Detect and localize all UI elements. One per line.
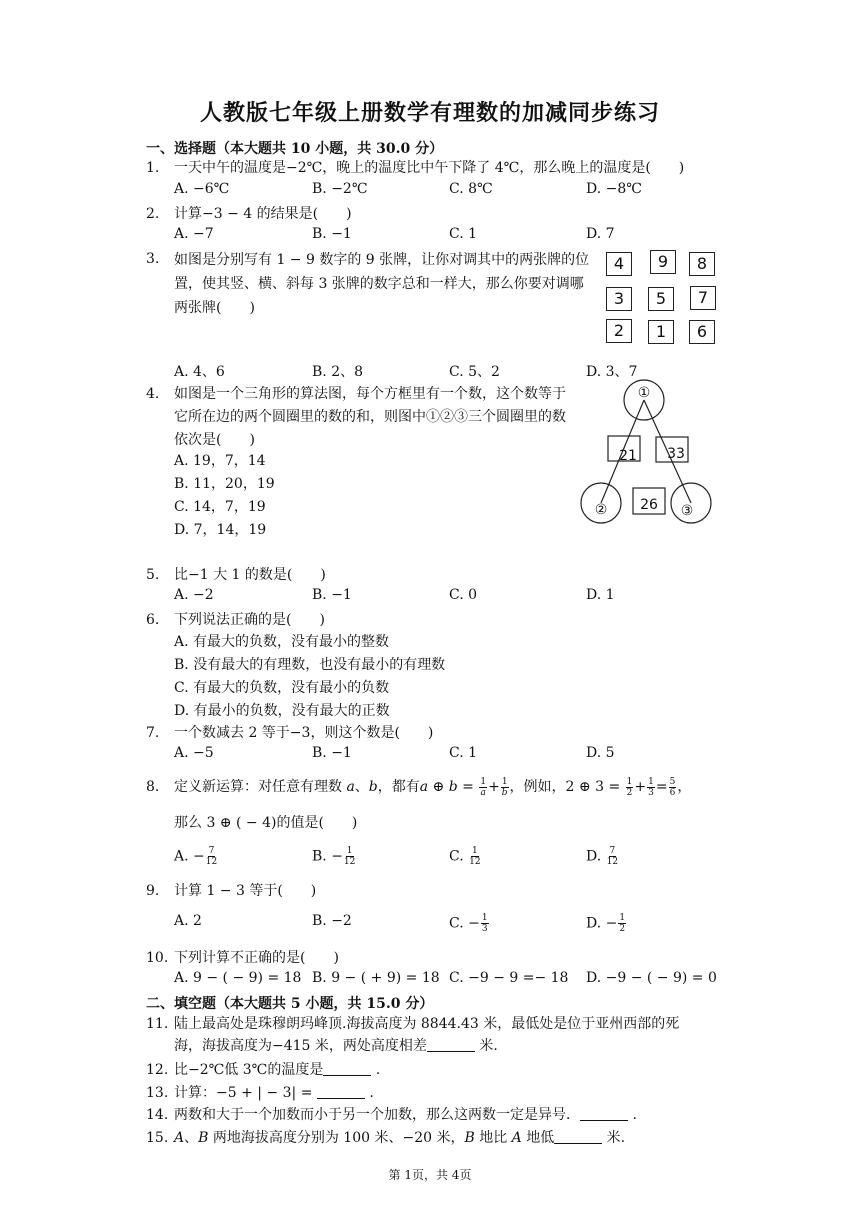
- option-d[interactable]: D. 3、7: [586, 364, 638, 380]
- fraction: $\frac{1}{3}$: [648, 776, 654, 798]
- question-number: 1.: [146, 160, 160, 176]
- options-8: [174, 846, 734, 866]
- question-text: 比−2℃低 3℃的温度是 .: [174, 1062, 381, 1078]
- option-b[interactable]: B. 11，20，19: [174, 476, 275, 492]
- option-d[interactable]: D. 7: [586, 226, 615, 242]
- question-text: 如图是一个三角形的算法图，每个方框里有一个数，这个数等于它所在边的两个圆圈里的数的和，则图中①②③三个圆圈里的数依次是( ): [174, 386, 566, 448]
- card: 3: [606, 287, 632, 311]
- option-c[interactable]: C. 5、2: [449, 364, 500, 380]
- options-4: [174, 450, 275, 542]
- question-text: 一个数减去 2 等于−3，则这个数是( ): [174, 725, 434, 741]
- fraction: $\frac{1}{\text{𝑎}}$: [480, 776, 487, 798]
- option-a[interactable]: A. 4、6: [174, 364, 225, 380]
- question-8-line2: 那么 3 ⊕ ( − 4)的值是( ): [174, 815, 358, 831]
- option-a[interactable]: A. 19，7，14: [174, 453, 266, 469]
- option-a[interactable]: A. −2: [174, 587, 214, 603]
- option-b[interactable]: B. −1: [312, 745, 352, 761]
- option-d[interactable]: D. −8℃: [586, 181, 642, 197]
- circle-label-2: ②: [594, 502, 608, 518]
- question-number: 12.: [146, 1062, 169, 1078]
- box-left-value: 21: [619, 448, 637, 464]
- card: 2: [606, 319, 632, 343]
- fraction: $\frac{1}{2}$: [626, 776, 633, 798]
- option-d[interactable]: D. 1: [586, 587, 615, 603]
- option-c[interactable]: C. 1: [449, 226, 478, 242]
- card: 5: [648, 287, 674, 311]
- option-b[interactable]: B. − $\frac{1}{12}$: [312, 846, 356, 867]
- card: 7: [690, 286, 716, 310]
- page-footer: 第 1页，共 4页: [388, 1168, 472, 1182]
- card: 4: [606, 252, 632, 276]
- card: 8: [689, 252, 715, 276]
- question-number: 11.: [146, 1016, 169, 1032]
- options-5: [174, 587, 734, 607]
- question-text: 下列说法正确的是( ): [174, 612, 325, 628]
- question-text: 𝐴、𝐵 两地海拔高度分别为 100 米、−20 米，𝐵 地比 𝐴 地低 米.: [174, 1130, 626, 1146]
- option-c[interactable]: C. 14，7，19: [174, 499, 266, 515]
- answer-blank[interactable]: [427, 1037, 475, 1052]
- card: 1: [648, 320, 674, 344]
- question-number: 14.: [146, 1107, 169, 1123]
- question-text: 陆上最高处是珠穆朗玛峰顶.海拔高度为 8844.43 米，最低处是位于亚州西部的死 海，海拔高度为−415 米，两处高度相差 米.: [174, 1016, 680, 1054]
- question-number: 8.: [146, 779, 160, 795]
- option-c[interactable]: C. 0: [449, 587, 478, 603]
- triangle-diagram: [578, 378, 718, 526]
- box-right-value: 33: [667, 446, 685, 462]
- option-d[interactable]: D. $\frac{7}{12}$: [586, 846, 619, 867]
- option-b[interactable]: B. 2、8: [312, 364, 364, 380]
- circle-label-1: ①: [637, 385, 651, 401]
- question-text: 计算：−5 + | − 3| = .: [174, 1085, 374, 1101]
- option-d[interactable]: D. −9 − ( − 9) = 0: [586, 970, 717, 986]
- question-number: 4.: [146, 386, 160, 402]
- option-c[interactable]: C. 有最大的负数，没有最小的负数: [174, 680, 390, 696]
- option-b[interactable]: B. −1: [312, 587, 352, 603]
- question-number: 5.: [146, 567, 160, 583]
- question-text: 计算 1 − 3 等于( ): [174, 883, 317, 899]
- option-b[interactable]: B. −2℃: [312, 181, 368, 197]
- question-number: 2.: [146, 206, 160, 222]
- question-text: 如图是分别写有 1 − 9 数字的 9 张牌，让你对调其中的两张牌的位置，使其竖、横、斜每 3 张牌的数字总和一样大，那么你要对调哪两张牌( ): [174, 252, 590, 316]
- option-b[interactable]: B. −1: [312, 226, 352, 242]
- options-7: [174, 745, 734, 765]
- option-c[interactable]: C. 1: [449, 745, 478, 761]
- answer-blank[interactable]: [317, 1084, 365, 1099]
- option-d[interactable]: D. 7，14，19: [174, 522, 267, 538]
- question-text: 计算−3 − 4 的结果是( ): [174, 206, 352, 222]
- answer-blank[interactable]: [554, 1129, 602, 1144]
- option-c[interactable]: C. $\frac{1}{12}$: [449, 846, 481, 867]
- question-number: 6.: [146, 612, 160, 628]
- options-2: [174, 226, 734, 246]
- option-c[interactable]: C. − $\frac{1}{3}$: [449, 913, 488, 934]
- question-number: 9.: [146, 883, 160, 899]
- answer-blank[interactable]: [580, 1106, 628, 1121]
- circle-label-3: ③: [680, 503, 694, 519]
- option-b[interactable]: B. 9 − ( + 9) = 18: [312, 970, 440, 986]
- page-title: 人教版七年级上册数学有理数的加减同步练习: [199, 100, 660, 126]
- question-text: 定义新运算：对任意有理数 𝑎、𝑏，都有𝑎 ⊕ 𝑏 = $\frac{1}{\text{𝑎}}$ + $\frac{1}{\text{𝑏}}$ ，例如，2 ⊕ 3 = $\frac{1}{2}$ + $\frac{1}{3}$ = $\frac{5}{6}$ ，: [174, 776, 692, 798]
- card: 9: [650, 250, 676, 274]
- question-number: 3.: [146, 251, 160, 267]
- option-a[interactable]: A. 有最大的负数，没有最小的整数: [174, 634, 390, 650]
- question-text: 一天中午的温度是−2℃，晚上的温度比中午下降了 4℃，那么晚上的温度是( ): [174, 160, 685, 176]
- option-a[interactable]: A. −6℃: [174, 181, 230, 197]
- option-d[interactable]: D. − $\frac{1}{2}$: [586, 913, 626, 934]
- option-a[interactable]: A. −7: [174, 226, 214, 242]
- option-d[interactable]: D. 5: [586, 745, 615, 761]
- option-c[interactable]: C. −9 − 9 =− 18: [449, 970, 569, 986]
- question-number: 13.: [146, 1085, 169, 1101]
- question-text: 下列计算不正确的是( ): [174, 950, 339, 966]
- fraction: $\frac{1}{\text{𝑏}}$: [501, 776, 508, 798]
- option-c[interactable]: C. 8℃: [449, 181, 493, 197]
- question-text: 比−1 大 1 的数是( ): [174, 567, 326, 583]
- option-a[interactable]: A. 9 − ( − 9) = 18: [174, 970, 302, 986]
- options-1: [174, 181, 734, 201]
- options-6: [174, 631, 445, 723]
- section-heading-choice: 一、选择题（本大题共 10 小题，共 30.0 分）: [146, 141, 444, 157]
- fraction: $\frac{5}{6}$: [669, 776, 676, 798]
- option-b[interactable]: B. −2: [312, 913, 352, 929]
- question-number: 7.: [146, 725, 160, 741]
- question-number: 10.: [146, 950, 169, 966]
- options-9: [174, 913, 734, 933]
- option-a[interactable]: A. 2: [174, 913, 202, 929]
- option-a[interactable]: A. −5: [174, 745, 214, 761]
- options-10: [174, 970, 734, 990]
- answer-blank[interactable]: [323, 1061, 371, 1076]
- question-number: 15.: [146, 1130, 169, 1146]
- question-text: 两数和大于一个加数而小于另一个加数，那么这两数一定是异号． .: [174, 1107, 637, 1123]
- section-heading-fill: 二、填空题（本大题共 5 小题，共 15.0 分）: [146, 996, 434, 1012]
- box-bottom-value: 26: [640, 497, 658, 513]
- option-d[interactable]: D. 有最小的负数，没有最大的正数: [174, 703, 390, 719]
- option-a[interactable]: A. − $\frac{7}{12}$: [174, 846, 218, 867]
- option-b[interactable]: B. 没有最大的有理数，也没有最小的有理数: [174, 657, 446, 673]
- card: 6: [689, 320, 715, 344]
